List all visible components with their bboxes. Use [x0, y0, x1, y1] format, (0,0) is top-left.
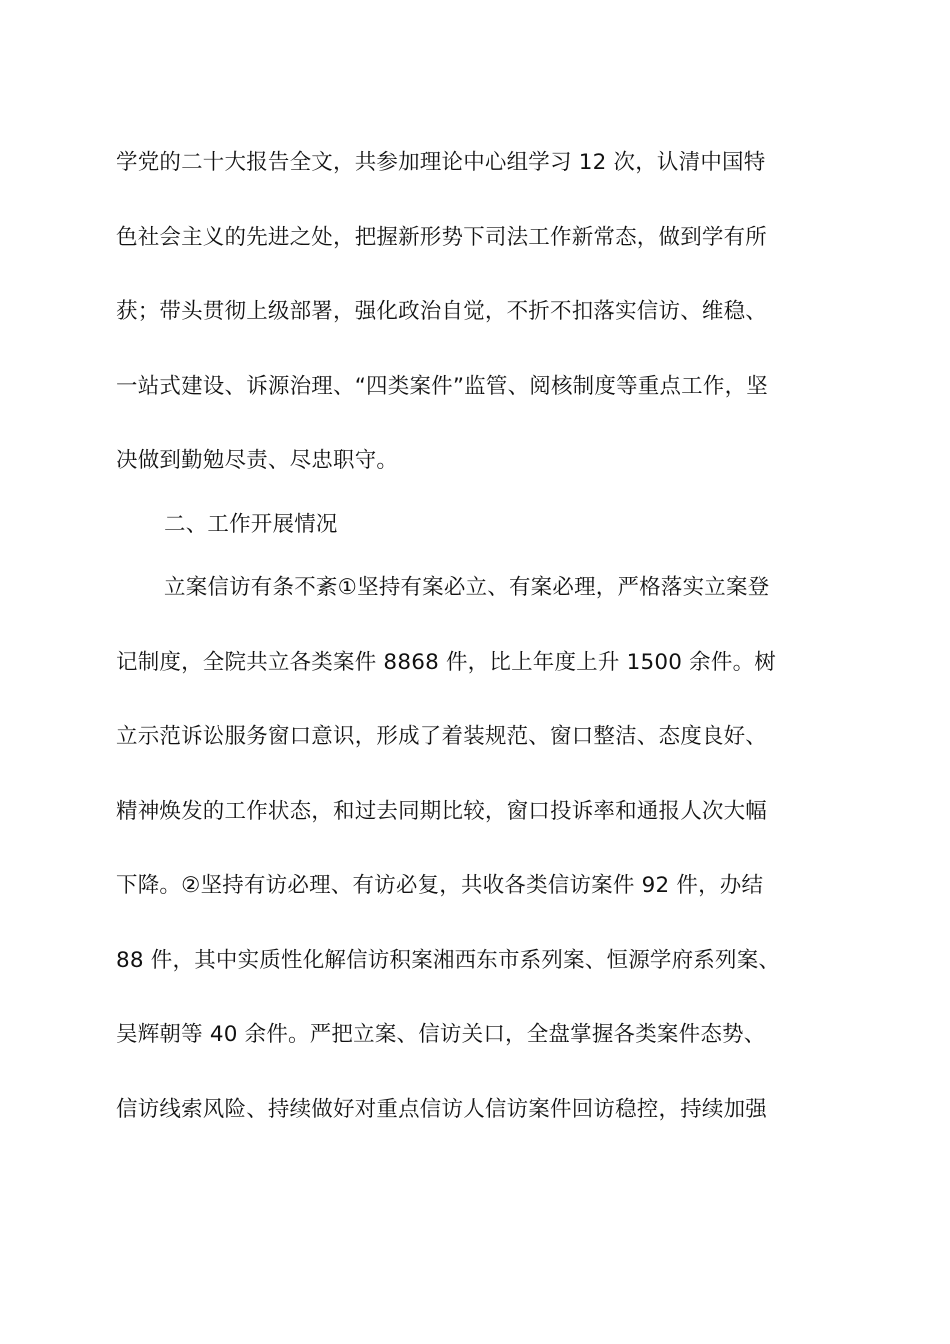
paragraph-line: 学党的二十大报告全文，共参加理论中心组学习 12 次，认清中国特 [116, 150, 766, 175]
paragraph-line: 立示范诉讼服务窗口意识，形成了着装规范、窗口整洁、态度良好、 [116, 724, 768, 749]
paragraph-line: 信访线索风险、持续做好对重点信访人信访案件回访稳控，持续加强 [116, 1097, 768, 1122]
paragraph-line: 获；带头贯彻上级部署，强化政治自觉，不折不扣落实信访、维稳、 [116, 299, 768, 324]
paragraph-line: 色社会主义的先进之处，把握新形势下司法工作新常态，做到学有所 [116, 225, 768, 250]
paragraph-line: 记制度，全院共立各类案件 8868 件，比上年度上升 1500 余件。树 [116, 650, 776, 675]
paragraph-line: 吴辉朝等 40 余件。严把立案、信访关口，全盘掌握各类案件态势、 [116, 1022, 766, 1047]
section-heading: 二、工作开展情况 [164, 512, 338, 537]
paragraph-line: 立案信访有条不紊①坚持有案必立、有案必理，严格落实立案登 [164, 575, 770, 600]
paragraph-line: 下降。②坚持有访必理、有访必复，共收各类信访案件 92 件，办结 [116, 873, 764, 898]
paragraph-line: 一站式建设、诉源治理、“四类案件”监管、阅核制度等重点工作，坚 [116, 374, 768, 399]
paragraph-line: 88 件，其中实质性化解信访积案湘西东市系列案、恒源学府系列案、 [116, 948, 781, 973]
paragraph-line: 决做到勤勉尽责、尽忠职守。 [116, 448, 399, 473]
paragraph-line: 精神焕发的工作状态，和过去同期比较，窗口投诉率和通报人次大幅 [116, 799, 768, 824]
